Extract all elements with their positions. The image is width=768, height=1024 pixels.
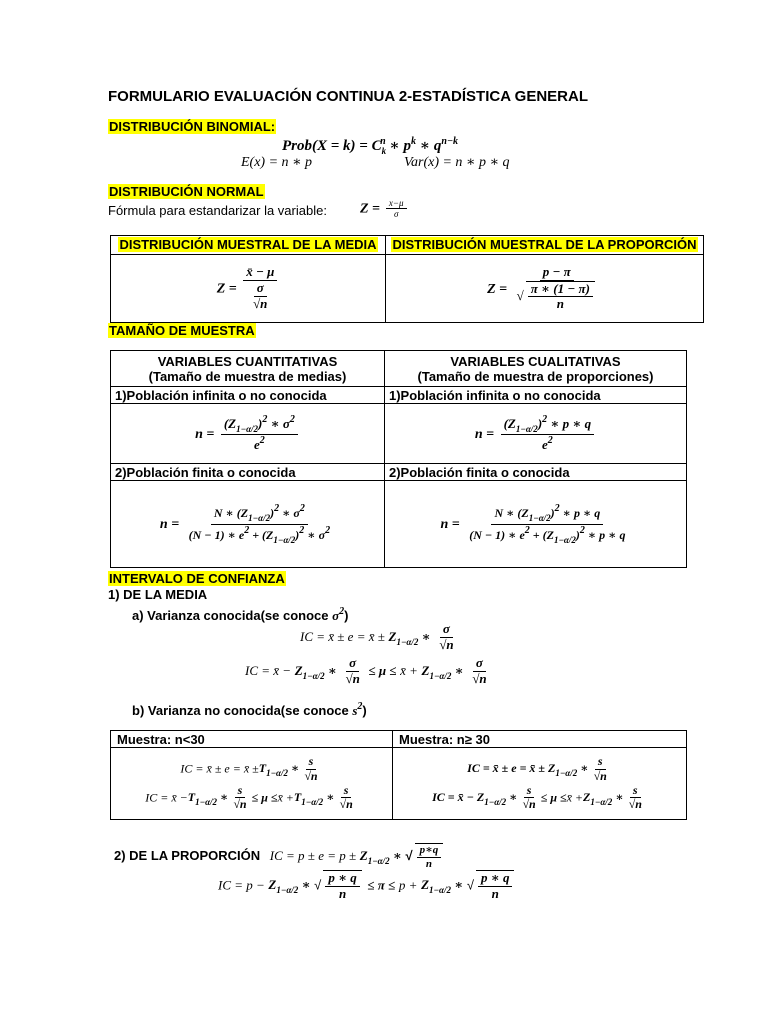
formula-ic-z: IC = x̄ ± e = x̄ ± $Z_{1-\alpha/2}$ ∗ $\frac{s}{√n}$ IC = x̄ − $Z_{1-\alpha/2}$ ∗ $\frac{s}{√n}$ ≤ μ ≤x̄ $+Z_{1-\alpha/2}$ ∗ $\frac{s}{√n}$ [393, 748, 687, 820]
varianza-no-conocida: b) Varianza no conocida(se conoce $s^2$) [132, 701, 367, 718]
binomial-variance: Var(x) = n ∗ p ∗ q [404, 155, 510, 170]
ic-variance-unknown-table [110, 730, 687, 820]
confidence-interval-heading: INTERVALO DE CONFIANZA [109, 571, 285, 586]
formula-ic-t: IC = x̄ ± e = x̄ $\pm T_{1-\alpha/2}$ ∗ $\frac{s}{√n}$ IC = x̄ $-T_{1-\alpha/2}$ ∗ $\frac{s}{√n}$ ≤ μ ≤x̄ $+T_{1-\alpha/2}$ ∗ $\frac{s}{√n}$ [111, 748, 393, 820]
row-finita-1: 2)Población finita o conocida [111, 464, 385, 481]
formula-proporcion: Z = p − π √ $\frac{\pi ∗ (1 - \pi)}{n}$ [386, 255, 704, 323]
ic-proporcion-2: IC = $p - Z_{1-\alpha/2}$ ∗ √ $\frac{p ∗ q}{n}$ ≤ $\pi \le p + Z_{1-\alpha/2}$ ∗ √ $\frac{p ∗ q}{n}$ [218, 870, 516, 902]
binomial-expectation: E(x) = n ∗ p [241, 155, 313, 170]
formula-n-prop-finita: n = $\frac{N ∗ (Z_{1-\alpha/2})^2 ∗ p ∗ q}{(N - 1) ∗ e^2 + (Z_{1-\alpha/2})^2 ∗ p ∗ q}$ [385, 481, 687, 568]
page-title: FORMULARIO EVALUACIÓN CONTINUA 2-ESTADÍSTICA GENERAL [108, 88, 588, 105]
sampling-distribution-table [110, 235, 704, 323]
normal-formula: Z = $\frac{x-\mu}{\sigma}$ [360, 198, 409, 220]
sample-size-table [110, 350, 687, 568]
table-header-media: DISTRIBUCIÓN MUESTRAL DE LA MEDIA [111, 236, 386, 255]
table-header-proporcion: DISTRIBUCIÓN MUESTRAL DE LA PROPORCIÓN [386, 236, 704, 255]
ic-media-a-1: IC = x̄ ± e = x̄ ± $Z_{1-\alpha/2}$ ∗ $\frac{\sigma}{√n}$ [300, 621, 454, 652]
ic-media-a-2: IC = x̄ − $Z_{1-\alpha/2}$ ∗ $\frac{\sigma}{√n}$ ≤ μ ≤ x̄ + $Z_{1-\alpha/2}$ ∗ $\frac{\sigma}{√n}$ [245, 655, 487, 686]
row-infinita-2: 1)Población infinita o no conocida [385, 387, 687, 404]
box-n-mayor-30: Muestra: n≥ 30 [393, 731, 687, 748]
header-cualitativas: VARIABLES CUALITATIVAS (Tamaño de muestra de proporciones) [385, 351, 687, 387]
normal-heading: DISTRIBUCIÓN NORMAL [109, 184, 264, 199]
formula-n-medias-infinita: n = $\frac{(Z_{1-\alpha/2})^2 ∗ \sigma^2}{e^2}$ [111, 404, 385, 464]
formula-n-medias-finita: n = $\frac{N ∗ (Z_{1-\alpha/2})^2 ∗ \sigma^2}{(N - 1) ∗ e^2 + (Z_{1-\alpha/2})^2 ∗ \sigma^2}$ [111, 481, 385, 568]
row-infinita-1: 1)Población infinita o no conocida [111, 387, 385, 404]
row-finita-2: 2)Población finita o conocida [385, 464, 687, 481]
binomial-formula: Prob(X = $k) = C_k^n$ ∗ $p^k$ ∗ $q^{n-k}$ [282, 136, 459, 156]
binomial-heading: DISTRIBUCIÓN BINOMIAL: [109, 119, 276, 134]
varianza-conocida: a) Varianza conocida(se conoce $\sigma^2$) [132, 606, 349, 623]
box-n-menor-30: Muestra: n<30 [111, 731, 393, 748]
formula-media: Z = $\frac{x̄ - \mu}{\frac{\sigma}{√n}}$ [111, 255, 386, 323]
sample-size-heading: TAMAÑO DE MUESTRA [109, 323, 255, 338]
header-cuantitativas: VARIABLES CUANTITATIVAS (Tamaño de muestra de medias) [111, 351, 385, 387]
proporcion-subheading: 2) DE LA PROPORCIÓN IC = $p \pm e = p \pm Z_{1-\alpha/2}$ ∗ √ $\frac{p∗q}{n}$ [114, 843, 445, 870]
media-subheading: 1) DE LA MEDIA [108, 587, 208, 602]
formula-n-prop-infinita: n = $\frac{(Z_{1-\alpha/2})^2 ∗ p ∗ q}{e^2}$ [385, 404, 687, 464]
normal-text: Fórmula para estandarizar la variable: [108, 203, 327, 218]
